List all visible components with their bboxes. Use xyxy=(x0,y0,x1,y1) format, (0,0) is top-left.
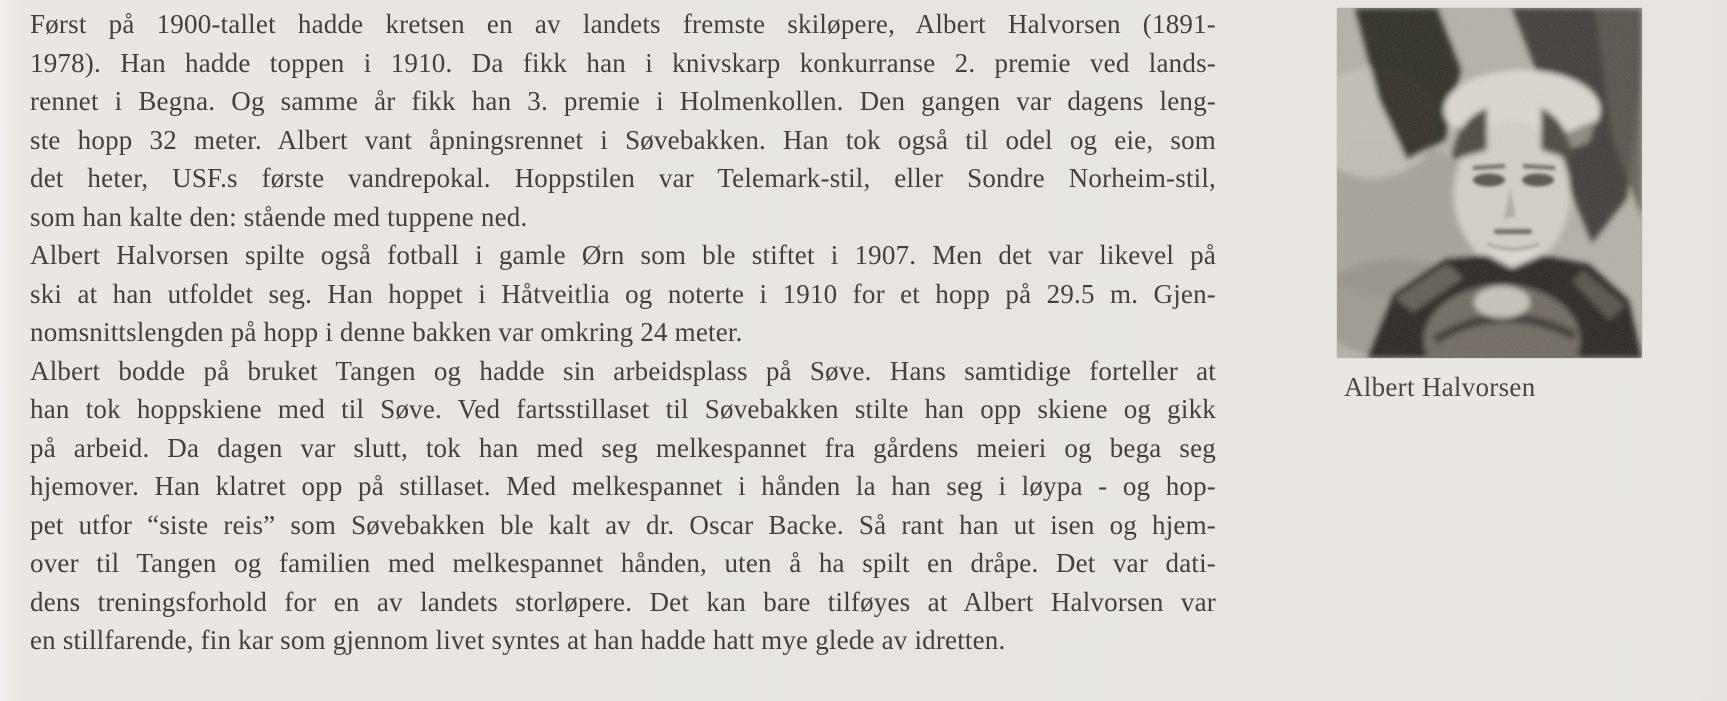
text-line: som han kalte den: stående med tuppene ned. xyxy=(30,201,528,232)
text-line: Albert Halvorsen spilte også fotball i gamle Ørn som ble stiftet i 1907. Men det var likevel på xyxy=(30,240,1216,270)
text-line: Først på 1900-tallet hadde kretsen en av landets fremste skiløpere, Albert Halvorsen (1891- xyxy=(30,9,1216,39)
text-line: dens treningsforhold for en av landets storløpere. Det kan bare tilføyes at Albert Halvorsen var xyxy=(30,586,1216,617)
albert-halvorsen-photo xyxy=(1337,8,1642,358)
text-line: Albert bodde på bruket Tangen og hadde sin arbeidsplass på Søve. Hans samtidige forteller at xyxy=(30,355,1216,386)
text-line: rennet i Begna. Og samme år fikk han 3. premie i Holmenkollen. Den gangen var dagens leng- xyxy=(30,86,1216,116)
article-text xyxy=(30,5,1216,660)
text-line: hjemover. Han klatret opp på stillaset. Med melkespannet i hånden la han seg i løypa - og hop- xyxy=(30,471,1216,501)
text-line: ste hopp 32 meter. Albert vant åpningsrennet i Søvebakken. Han tok også til odel og eie, som xyxy=(30,124,1216,155)
text-line: ski at han utfoldet seg. Han hoppet i Håtveitlia og noterte i 1910 for et hopp på 29.5 m. Gjen- xyxy=(30,278,1216,309)
photo-caption: Albert Halvorsen xyxy=(1344,372,1536,402)
text-line: han tok hoppskiene med til Søve. Ved fartsstillaset til Søvebakken stilte han opp skiene og gikk xyxy=(30,394,1216,424)
text-line: over til Tangen og familien med melkespannet hånden, uten å ha spilt en dråpe. Det var dati- xyxy=(30,548,1216,578)
text-line: 1978). Han hadde toppen i 1910. Da fikk han i knivskarp konkurranse 2. premie ved lands- xyxy=(30,47,1216,78)
text-line: det heter, USF.s første vandrepokal. Hoppstilen var Telemark-stil, eller Sondre Norheim-stil, xyxy=(30,163,1216,193)
portrait-photo-illustration xyxy=(1337,8,1642,358)
text-line: nomsnittslengden på hopp i denne bakken var omkring 24 meter. xyxy=(30,317,743,347)
text-line: pet utfor “siste reis” som Søvebakken ble kalt av dr. Oscar Backe. Så rant han ut isen og hjem- xyxy=(30,509,1216,540)
text-line: på arbeid. Da dagen var slutt, tok han med seg melkespannet fra gårdens meieri og bega seg xyxy=(30,432,1216,463)
text-line: en stillfarende, fin kar som gjennom livet syntes at han hadde hatt mye glede av idretten. xyxy=(30,625,1006,655)
